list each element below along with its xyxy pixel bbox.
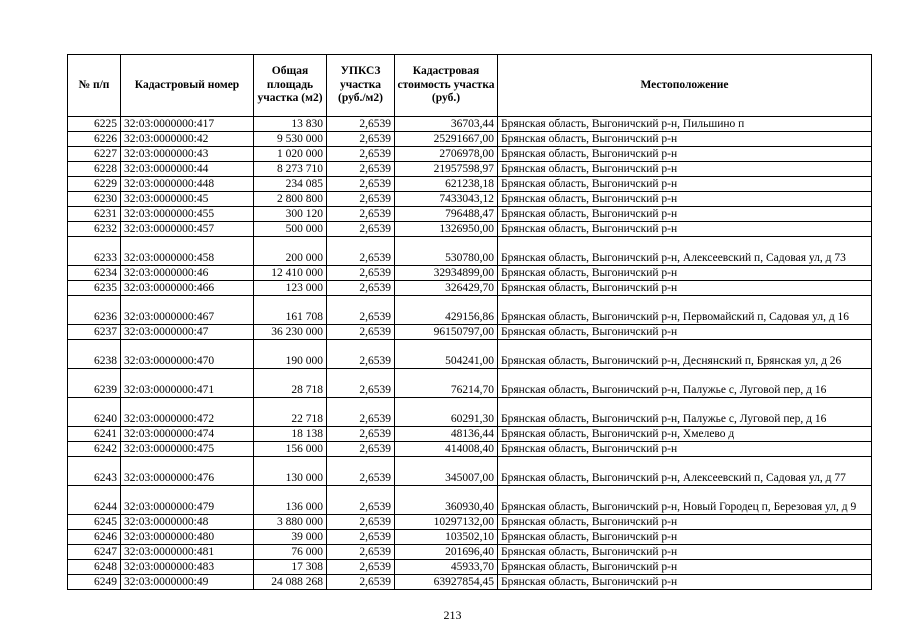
table-row	[68, 427, 872, 442]
cell-upksz: 2,6539	[327, 530, 395, 545]
cell-num: 6229	[68, 177, 121, 192]
cell-upksz: 2,6539	[327, 427, 395, 442]
table-row	[68, 515, 872, 530]
cell-cadastral-cost: 45933,70	[395, 560, 498, 575]
cell-cadastral-number: 32:03:0000000:470	[121, 340, 254, 369]
table-row	[68, 575, 872, 590]
table-row	[68, 237, 872, 266]
cell-location: Брянская область, Выгоничский р-н, Деснянский п, Брянская ул, д 26	[498, 340, 872, 369]
cell-num: 6245	[68, 515, 121, 530]
cell-location: Брянская область, Выгоничский р-н	[498, 442, 872, 457]
cell-cadastral-cost: 326429,70	[395, 281, 498, 296]
cell-area: 200 000	[254, 237, 327, 266]
table-row	[68, 132, 872, 147]
cell-area: 9 530 000	[254, 132, 327, 147]
cell-cadastral-cost: 60291,30	[395, 398, 498, 427]
cell-area: 161 708	[254, 296, 327, 325]
cell-cadastral-cost: 32934899,00	[395, 266, 498, 281]
cell-upksz: 2,6539	[327, 281, 395, 296]
cell-cadastral-cost: 429156,86	[395, 296, 498, 325]
cell-location: Брянская область, Выгоничский р-н, Палужье с, Луговой пер, д 16	[498, 398, 872, 427]
cell-upksz: 2,6539	[327, 442, 395, 457]
cell-cadastral-number: 32:03:0000000:481	[121, 545, 254, 560]
cell-num: 6247	[68, 545, 121, 560]
table-row	[68, 486, 872, 515]
cell-num: 6241	[68, 427, 121, 442]
cell-cadastral-number: 32:03:0000000:47	[121, 325, 254, 340]
cell-area: 156 000	[254, 442, 327, 457]
cell-area: 39 000	[254, 530, 327, 545]
cell-area: 36 230 000	[254, 325, 327, 340]
table-row	[68, 177, 872, 192]
cell-location: Брянская область, Выгоничский р-н, Палужье с, Луговой пер, д 16	[498, 369, 872, 398]
cell-location: Брянская область, Выгоничский р-н, Алексеевский п, Садовая ул, д 77	[498, 457, 872, 486]
table-row	[68, 222, 872, 237]
cell-cadastral-number: 32:03:0000000:467	[121, 296, 254, 325]
cell-location: Брянская область, Выгоничский р-н	[498, 207, 872, 222]
cell-location: Брянская область, Выгоничский р-н, Алексеевский п, Садовая ул, д 73	[498, 237, 872, 266]
cell-area: 190 000	[254, 340, 327, 369]
table-row	[68, 560, 872, 575]
cell-cadastral-cost: 360930,40	[395, 486, 498, 515]
cell-cadastral-cost: 530780,00	[395, 237, 498, 266]
cell-cadastral-cost: 48136,44	[395, 427, 498, 442]
table-row	[68, 398, 872, 427]
cell-upksz: 2,6539	[327, 132, 395, 147]
cell-location: Брянская область, Выгоничский р-н	[498, 325, 872, 340]
cell-upksz: 2,6539	[327, 369, 395, 398]
cell-upksz: 2,6539	[327, 457, 395, 486]
cell-cadastral-cost: 76214,70	[395, 369, 498, 398]
cell-location: Брянская область, Выгоничский р-н	[498, 222, 872, 237]
cell-cadastral-cost: 96150797,00	[395, 325, 498, 340]
header-upksz: УПКСЗ участка (руб./м2)	[327, 55, 395, 117]
cell-upksz: 2,6539	[327, 398, 395, 427]
cell-area: 300 120	[254, 207, 327, 222]
cell-cadastral-number: 32:03:0000000:474	[121, 427, 254, 442]
cell-location: Брянская область, Выгоничский р-н, Первомайский п, Садовая ул, д 16	[498, 296, 872, 325]
cell-cadastral-number: 32:03:0000000:48	[121, 515, 254, 530]
table-row	[68, 266, 872, 281]
header-cadastral-cost: Кадастровая стоимость участка (руб.)	[395, 55, 498, 117]
cell-num: 6227	[68, 147, 121, 162]
cell-location: Брянская область, Выгоничский р-н	[498, 177, 872, 192]
cell-num: 6232	[68, 222, 121, 237]
cell-cadastral-cost: 345007,00	[395, 457, 498, 486]
cell-cadastral-number: 32:03:0000000:49	[121, 575, 254, 590]
cell-area: 136 000	[254, 486, 327, 515]
cell-area: 22 718	[254, 398, 327, 427]
cell-cadastral-cost: 7433043,12	[395, 192, 498, 207]
cell-num: 6233	[68, 237, 121, 266]
cell-num: 6225	[68, 117, 121, 132]
cell-area: 24 088 268	[254, 575, 327, 590]
cell-cadastral-number: 32:03:0000000:448	[121, 177, 254, 192]
cell-num: 6237	[68, 325, 121, 340]
table-row	[68, 457, 872, 486]
cell-num: 6226	[68, 132, 121, 147]
cell-location: Брянская область, Выгоничский р-н	[498, 162, 872, 177]
cell-upksz: 2,6539	[327, 192, 395, 207]
cell-cadastral-number: 32:03:0000000:466	[121, 281, 254, 296]
cell-cadastral-cost: 10297132,00	[395, 515, 498, 530]
cell-cadastral-cost: 36703,44	[395, 117, 498, 132]
table-row	[68, 296, 872, 325]
cell-upksz: 2,6539	[327, 575, 395, 590]
table-row	[68, 369, 872, 398]
cell-location: Брянская область, Выгоничский р-н	[498, 132, 872, 147]
cell-upksz: 2,6539	[327, 486, 395, 515]
cell-num: 6239	[68, 369, 121, 398]
cell-location: Брянская область, Выгоничский р-н	[498, 560, 872, 575]
cell-location: Брянская область, Выгоничский р-н	[498, 530, 872, 545]
cell-cadastral-number: 32:03:0000000:479	[121, 486, 254, 515]
cell-cadastral-number: 32:03:0000000:42	[121, 132, 254, 147]
table-row	[68, 192, 872, 207]
cell-location: Брянская область, Выгоничский р-н, Хмелево д	[498, 427, 872, 442]
table-row	[68, 281, 872, 296]
cell-num: 6238	[68, 340, 121, 369]
cell-cadastral-number: 32:03:0000000:43	[121, 147, 254, 162]
cell-upksz: 2,6539	[327, 177, 395, 192]
cell-location: Брянская область, Выгоничский р-н	[498, 515, 872, 530]
cell-cadastral-cost: 1326950,00	[395, 222, 498, 237]
cell-cadastral-number: 32:03:0000000:44	[121, 162, 254, 177]
cell-location: Брянская область, Выгоничский р-н, Пильшино п	[498, 117, 872, 132]
table-row	[68, 545, 872, 560]
cell-cadastral-number: 32:03:0000000:472	[121, 398, 254, 427]
cell-cadastral-number: 32:03:0000000:483	[121, 560, 254, 575]
cell-num: 6246	[68, 530, 121, 545]
cell-num: 6244	[68, 486, 121, 515]
cell-cadastral-cost: 201696,40	[395, 545, 498, 560]
cell-upksz: 2,6539	[327, 222, 395, 237]
cell-cadastral-cost: 2706978,00	[395, 147, 498, 162]
table-row	[68, 162, 872, 177]
cell-upksz: 2,6539	[327, 147, 395, 162]
cell-area: 123 000	[254, 281, 327, 296]
cell-upksz: 2,6539	[327, 296, 395, 325]
cell-location: Брянская область, Выгоничский р-н	[498, 147, 872, 162]
cell-upksz: 2,6539	[327, 207, 395, 222]
cell-area: 8 273 710	[254, 162, 327, 177]
cell-upksz: 2,6539	[327, 162, 395, 177]
cell-cadastral-cost: 796488,47	[395, 207, 498, 222]
cadastral-table	[67, 54, 872, 590]
cell-cadastral-number: 32:03:0000000:417	[121, 117, 254, 132]
cell-num: 6234	[68, 266, 121, 281]
cell-cadastral-cost: 504241,00	[395, 340, 498, 369]
cell-num: 6236	[68, 296, 121, 325]
cell-cadastral-cost: 25291667,00	[395, 132, 498, 147]
cell-upksz: 2,6539	[327, 515, 395, 530]
cell-cadastral-number: 32:03:0000000:46	[121, 266, 254, 281]
cell-area: 3 880 000	[254, 515, 327, 530]
header-area: Общая площадь участка (м2)	[254, 55, 327, 117]
cell-upksz: 2,6539	[327, 340, 395, 369]
cell-cadastral-number: 32:03:0000000:455	[121, 207, 254, 222]
cell-cadastral-cost: 621238,18	[395, 177, 498, 192]
cell-cadastral-number: 32:03:0000000:471	[121, 369, 254, 398]
header-num: № п/п	[68, 55, 121, 117]
cell-upksz: 2,6539	[327, 117, 395, 132]
cell-upksz: 2,6539	[327, 266, 395, 281]
cell-location: Брянская область, Выгоничский р-н	[498, 545, 872, 560]
cell-num: 6249	[68, 575, 121, 590]
cell-location: Брянская область, Выгоничский р-н	[498, 192, 872, 207]
cell-num: 6231	[68, 207, 121, 222]
page-number: 213	[443, 608, 462, 622]
table-row	[68, 207, 872, 222]
table-row	[68, 325, 872, 340]
cell-area: 130 000	[254, 457, 327, 486]
table-row	[68, 530, 872, 545]
cell-area: 17 308	[254, 560, 327, 575]
cell-upksz: 2,6539	[327, 237, 395, 266]
table-header-row	[68, 55, 872, 117]
cell-area: 76 000	[254, 545, 327, 560]
cell-upksz: 2,6539	[327, 560, 395, 575]
cell-cadastral-number: 32:03:0000000:476	[121, 457, 254, 486]
header-cadastral-number: Кадастровый номер	[121, 55, 254, 117]
cell-area: 500 000	[254, 222, 327, 237]
header-location: Местоположение	[498, 55, 872, 117]
cell-location: Брянская область, Выгоничский р-н	[498, 266, 872, 281]
cell-upksz: 2,6539	[327, 325, 395, 340]
cell-area: 1 020 000	[254, 147, 327, 162]
table-row	[68, 147, 872, 162]
cell-cadastral-cost: 63927854,45	[395, 575, 498, 590]
cell-num: 6243	[68, 457, 121, 486]
cell-area: 18 138	[254, 427, 327, 442]
cell-area: 2 800 800	[254, 192, 327, 207]
cell-cadastral-number: 32:03:0000000:457	[121, 222, 254, 237]
cell-num: 6228	[68, 162, 121, 177]
cell-location: Брянская область, Выгоничский р-н	[498, 281, 872, 296]
cell-cadastral-number: 32:03:0000000:480	[121, 530, 254, 545]
table-row	[68, 117, 872, 132]
cell-area: 12 410 000	[254, 266, 327, 281]
cell-location: Брянская область, Выгоничский р-н	[498, 575, 872, 590]
cell-cadastral-number: 32:03:0000000:475	[121, 442, 254, 457]
cell-area: 28 718	[254, 369, 327, 398]
cell-location: Брянская область, Выгоничский р-н, Новый Городец п, Березовая ул, д 9	[498, 486, 872, 515]
cell-num: 6248	[68, 560, 121, 575]
cell-cadastral-number: 32:03:0000000:458	[121, 237, 254, 266]
cell-area: 234 085	[254, 177, 327, 192]
cell-cadastral-cost: 414008,40	[395, 442, 498, 457]
table-row	[68, 340, 872, 369]
cell-num: 6230	[68, 192, 121, 207]
cell-num: 6242	[68, 442, 121, 457]
cell-cadastral-cost: 103502,10	[395, 530, 498, 545]
cell-upksz: 2,6539	[327, 545, 395, 560]
cell-cadastral-number: 32:03:0000000:45	[121, 192, 254, 207]
cell-num: 6235	[68, 281, 121, 296]
cell-area: 13 830	[254, 117, 327, 132]
cell-cadastral-cost: 21957598,97	[395, 162, 498, 177]
cell-num: 6240	[68, 398, 121, 427]
table-row	[68, 442, 872, 457]
